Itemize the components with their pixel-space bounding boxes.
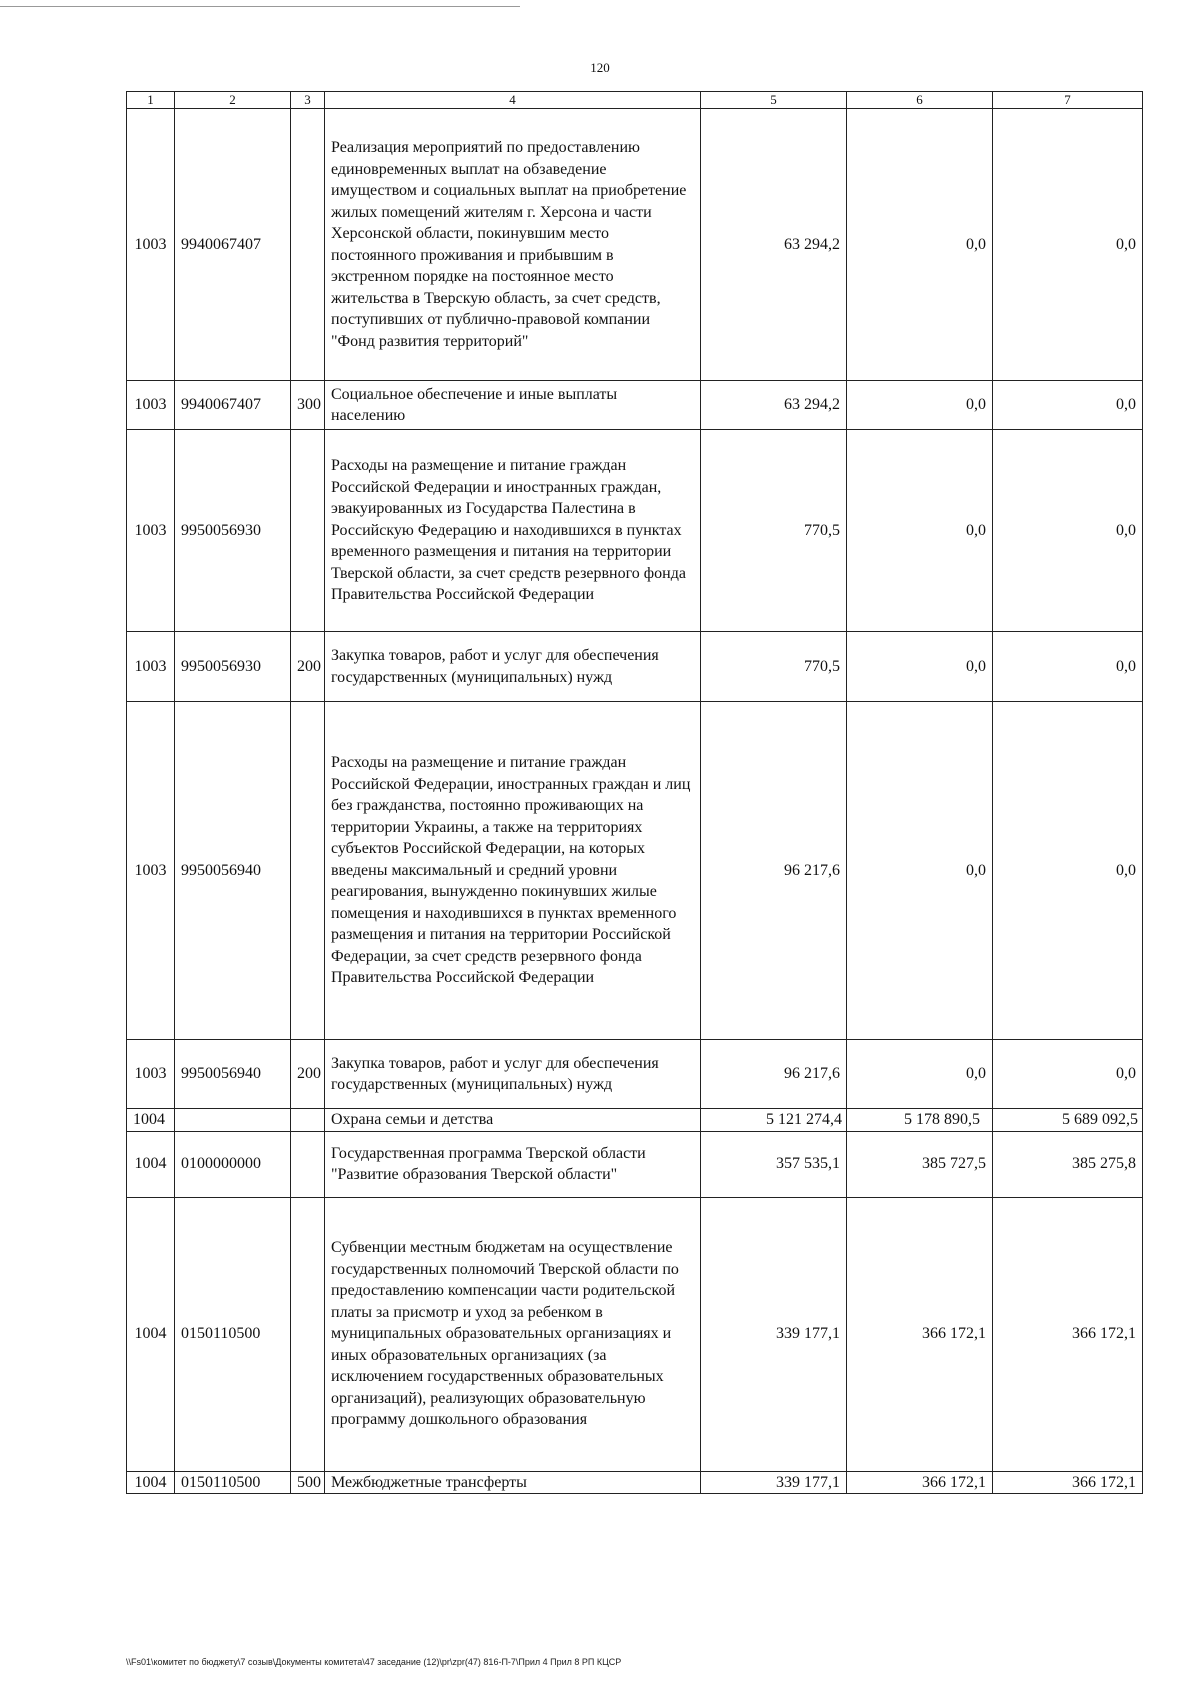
section-code: 1003: [127, 109, 175, 381]
budget-table: [126, 91, 1143, 1494]
section-code: 1003: [127, 1040, 175, 1109]
amount-year-2: 0,0: [847, 702, 993, 1040]
table-row: [127, 109, 1143, 381]
file-path-footer: \\Fs01\комитет по бюджету\7 созыв\Документы комитета\47 заседание (12)\pr\zpr(47) 816-П-7\Прил 4 Прил 8 РП КЦСР: [126, 1657, 622, 1667]
table-row: [127, 632, 1143, 702]
expense-type: 500: [291, 1471, 325, 1494]
header-col-1: 1: [127, 92, 175, 109]
header-col-5: 5: [701, 92, 847, 109]
section-code: 1003: [127, 430, 175, 632]
amount-year-3: 0,0: [993, 430, 1143, 632]
amount-year-1: 357 535,1: [701, 1131, 847, 1197]
table-row: [127, 1109, 1143, 1132]
table-row: [127, 430, 1143, 632]
expense-type: [291, 702, 325, 1040]
expense-type: [291, 109, 325, 381]
target-code: 9940067407: [175, 381, 291, 430]
expense-type: [291, 1131, 325, 1197]
target-code: 9950056930: [175, 632, 291, 702]
expense-type: 200: [291, 632, 325, 702]
section-code: 1004: [127, 1109, 175, 1132]
amount-year-2: 0,0: [847, 632, 993, 702]
row-name: Расходы на размещение и питание граждан Российской Федерации, иностранных граждан и лиц без гражданства, постоянно проживающих на территории Украины, а также на территориях субъектов Российской Федерации, на которых введены максимальный и средний уровни реагирования, вынужденно покинувших жилые помещения и находившихся в пунктах временного размещения и питания на территории Российской Федерации, за счет средств резервного фонда Правительства Российской Федерации: [325, 702, 701, 1040]
amount-year-1: 63 294,2: [701, 109, 847, 381]
amount-year-1: 96 217,6: [701, 702, 847, 1040]
row-name: Охрана семьи и детства: [325, 1109, 701, 1132]
expense-type: [291, 1197, 325, 1471]
table-row: [127, 1471, 1143, 1494]
scan-artifact-top: [0, 6, 520, 7]
header-col-6: 6: [847, 92, 993, 109]
amount-year-2: 0,0: [847, 109, 993, 381]
table-row: [127, 381, 1143, 430]
table-row: [127, 702, 1143, 1040]
target-code: 0100000000: [175, 1131, 291, 1197]
row-name: Закупка товаров, работ и услуг для обеспечения государственных (муниципальных) нужд: [325, 1040, 701, 1109]
amount-year-1: 339 177,1: [701, 1471, 847, 1494]
target-code: [175, 1109, 291, 1132]
header-col-3: 3: [291, 92, 325, 109]
header-row: [127, 92, 1143, 109]
row-name: Социальное обеспечение и иные выплаты населению: [325, 381, 701, 430]
amount-year-3: 5 689 092,5: [993, 1109, 1143, 1132]
target-code: 9940067407: [175, 109, 291, 381]
amount-year-2: 366 172,1: [847, 1197, 993, 1471]
expense-type: [291, 430, 325, 632]
target-code: 9950056930: [175, 430, 291, 632]
amount-year-1: 63 294,2: [701, 381, 847, 430]
table-row: [127, 1197, 1143, 1471]
table-row: [127, 1131, 1143, 1197]
amount-year-1: 5 121 274,4: [701, 1109, 847, 1132]
amount-year-3: 0,0: [993, 381, 1143, 430]
amount-year-2: 0,0: [847, 1040, 993, 1109]
amount-year-3: 0,0: [993, 1040, 1143, 1109]
amount-year-1: 96 217,6: [701, 1040, 847, 1109]
row-name: Расходы на размещение и питание граждан Российской Федерации и иностранных граждан, эвакуированных из Государства Палестина в Российскую Федерацию и находившихся в пунктах временного размещения и питания на территории Тверской области, за счет средств резервного фонда Правительства Российской Федерации: [325, 430, 701, 632]
target-code: 0150110500: [175, 1471, 291, 1494]
amount-year-1: 770,5: [701, 430, 847, 632]
amount-year-2: 385 727,5: [847, 1131, 993, 1197]
section-code: 1003: [127, 381, 175, 430]
row-name: Межбюджетные трансферты: [325, 1471, 701, 1494]
row-name: Субвенции местным бюджетам на осуществление государственных полномочий Тверской области по предоставлению компенсации части родительской платы за присмотр и уход за ребенком в муниципальных образовательных организациях и иных образовательных организациях (за исключением государственных образовательных организаций), реализующих образовательную программу дошкольного образования: [325, 1197, 701, 1471]
table-row: [127, 1040, 1143, 1109]
amount-year-3: 0,0: [993, 632, 1143, 702]
amount-year-3: 0,0: [993, 109, 1143, 381]
header-col-7: 7: [993, 92, 1143, 109]
row-name: Государственная программа Тверской области "Развитие образования Тверской области": [325, 1131, 701, 1197]
amount-year-2: 366 172,1: [847, 1471, 993, 1494]
expense-type: 300: [291, 381, 325, 430]
target-code: 0150110500: [175, 1197, 291, 1471]
row-name: Закупка товаров, работ и услуг для обеспечения государственных (муниципальных) нужд: [325, 632, 701, 702]
amount-year-1: 770,5: [701, 632, 847, 702]
amount-year-2: 5 178 890,5: [847, 1109, 993, 1132]
section-code: 1003: [127, 702, 175, 1040]
section-code: 1004: [127, 1131, 175, 1197]
header-col-4: 4: [325, 92, 701, 109]
amount-year-2: 0,0: [847, 430, 993, 632]
amount-year-1: 339 177,1: [701, 1197, 847, 1471]
target-code: 9950056940: [175, 1040, 291, 1109]
amount-year-2: 0,0: [847, 381, 993, 430]
header-col-2: 2: [175, 92, 291, 109]
row-name: Реализация мероприятий по предоставлению единовременных выплат на обзаведение имуществом и социальных выплат на приобретение жилых помещений жителям г. Херсона и части Херсонской области, покинувшим место постоянного проживания и прибывшим в экстренном порядке на постоянное место жительства в Тверскую область, за счет средств, поступивших от публично-правовой компании "Фонд развития территорий": [325, 109, 701, 381]
target-code: 9950056940: [175, 702, 291, 1040]
amount-year-3: 385 275,8: [993, 1131, 1143, 1197]
page-number: 120: [590, 60, 610, 75]
section-code: 1003: [127, 632, 175, 702]
amount-year-3: 0,0: [993, 702, 1143, 1040]
expense-type: 200: [291, 1040, 325, 1109]
expense-type: [291, 1109, 325, 1132]
amount-year-3: 366 172,1: [993, 1471, 1143, 1494]
section-code: 1004: [127, 1197, 175, 1471]
amount-year-3: 366 172,1: [993, 1197, 1143, 1471]
section-code: 1004: [127, 1471, 175, 1494]
